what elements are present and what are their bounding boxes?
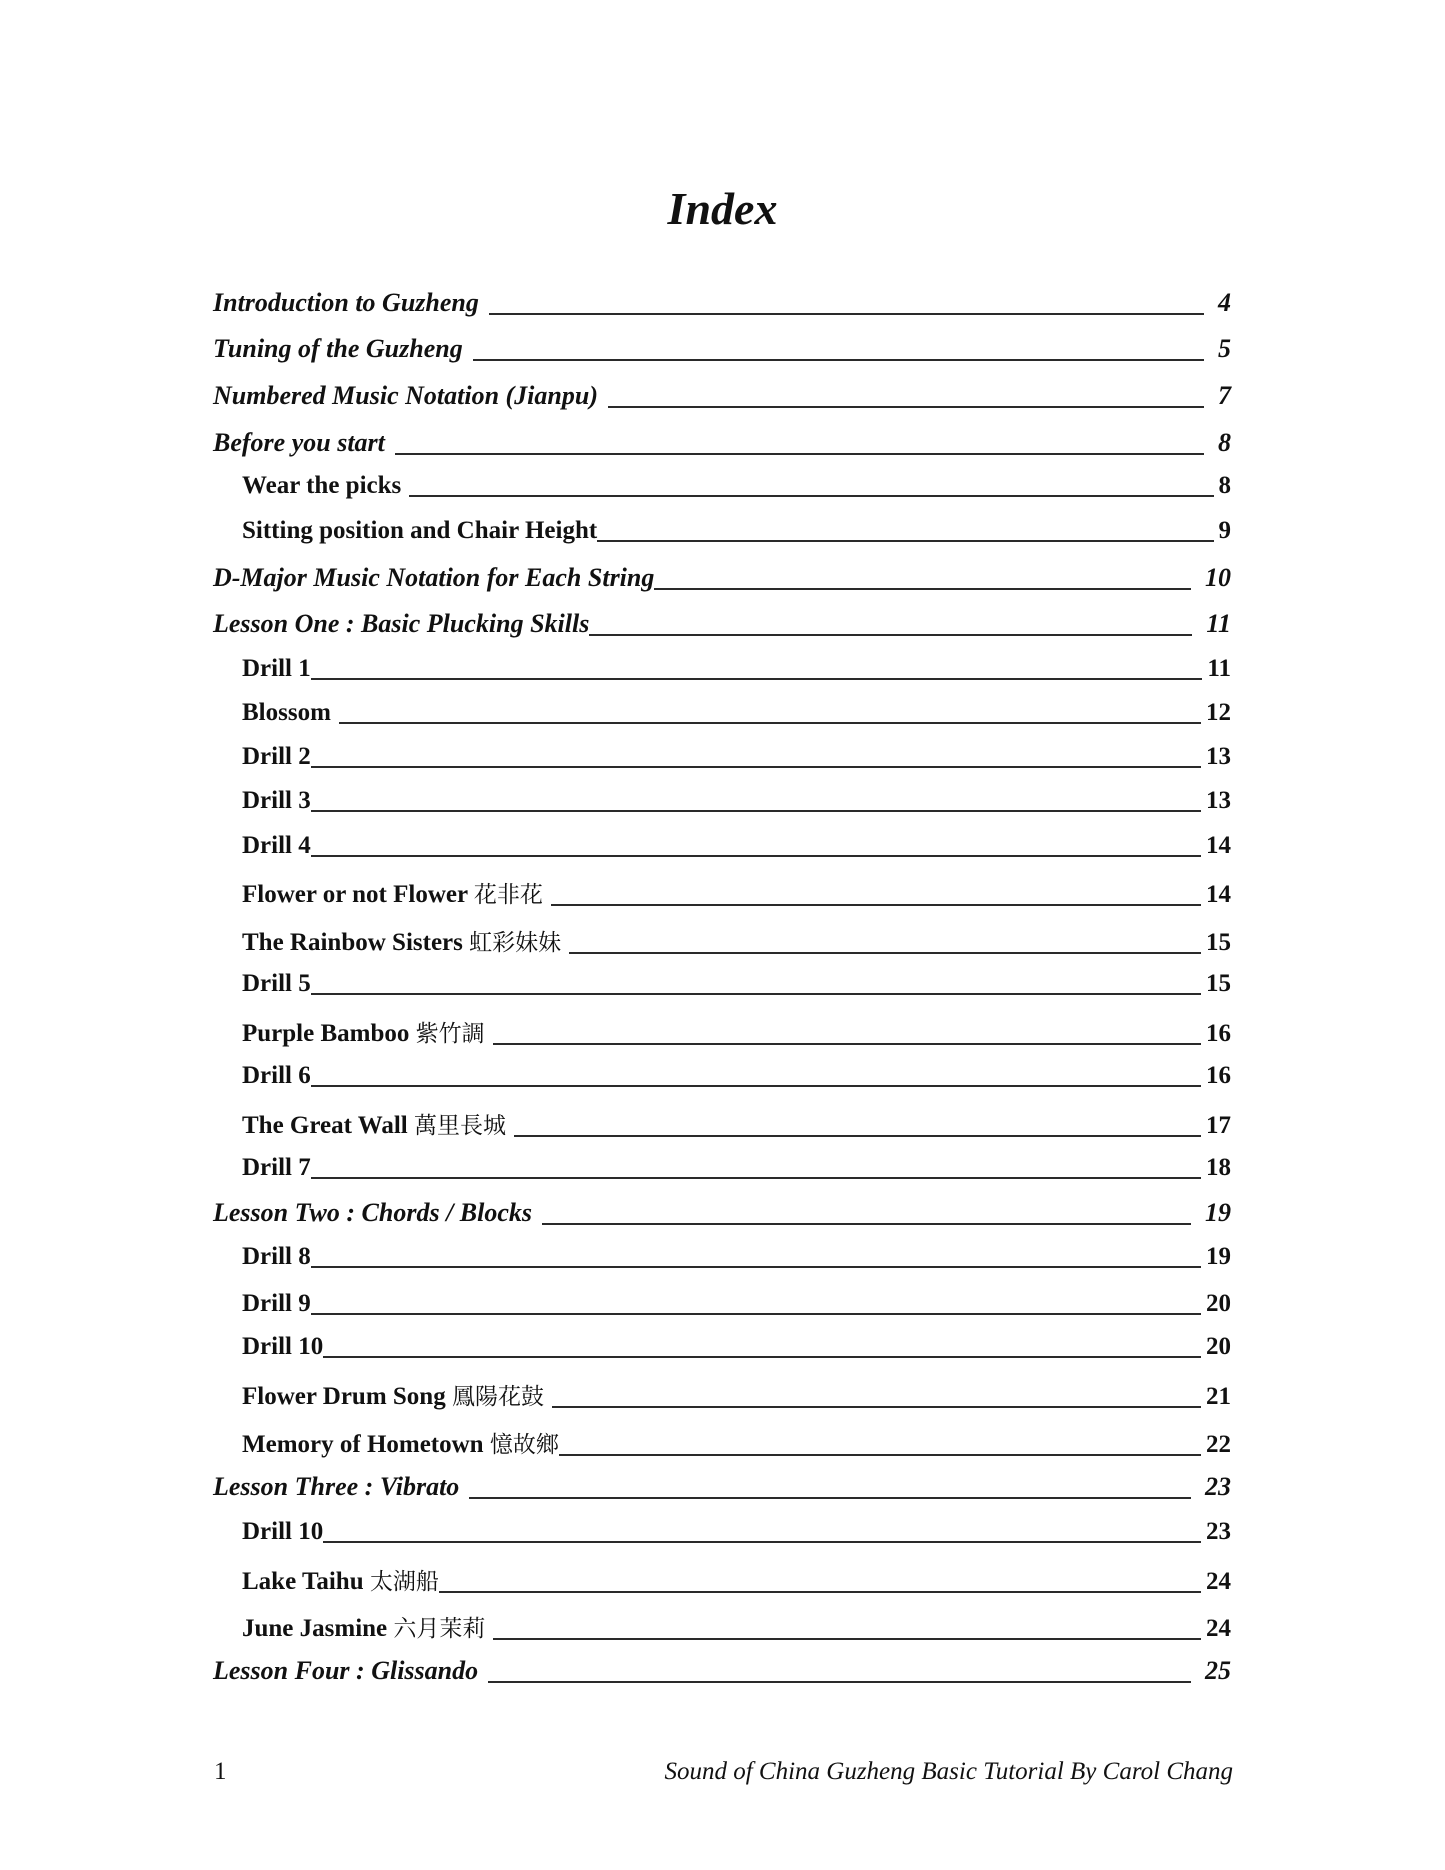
toc-entry-title: Introduction to Guzheng [213, 288, 479, 317]
toc-entry-title: Drill 8 [242, 1243, 311, 1270]
toc-entry-label [242, 876, 543, 909]
toc-subsection-entry[interactable] [242, 1062, 1231, 1090]
toc-entry-title: The Great Wall [242, 1112, 408, 1139]
toc-entry-title: Blossom [242, 699, 331, 726]
toc-section-entry[interactable] [213, 428, 1231, 458]
leader-line [654, 588, 1191, 590]
toc-page-number: 14 [1206, 832, 1231, 859]
leader-line [311, 678, 1203, 680]
toc-subsection-entry[interactable] [242, 1518, 1231, 1546]
toc-page-number: 15 [1206, 929, 1231, 956]
leader-line [597, 540, 1213, 542]
toc-section-entry[interactable] [213, 288, 1231, 318]
leader-line [469, 1497, 1191, 1499]
toc-entry-label [213, 563, 654, 593]
toc-entry-label [242, 1062, 311, 1090]
leader-line [493, 1043, 1201, 1045]
toc-page-number: 11 [1206, 609, 1231, 638]
toc-entry-chinese-title: 六月茉莉 [393, 1616, 486, 1642]
toc-entry-chinese-title: 虹彩妹妹 [469, 930, 562, 956]
toc-entry-label [242, 655, 311, 683]
toc-entry-title: Lesson Four : Glissando [213, 1656, 479, 1685]
toc-page-number: 11 [1207, 655, 1231, 682]
toc-subsection-entry[interactable] [242, 876, 1231, 909]
toc-entry-label [242, 832, 311, 860]
leader-line [311, 1266, 1201, 1268]
toc-entry-label [242, 924, 561, 957]
toc-page-number: 22 [1206, 1431, 1231, 1458]
toc-section-entry[interactable] [213, 334, 1231, 364]
toc-subsection-entry[interactable] [242, 1333, 1231, 1361]
toc-entry-label [242, 787, 311, 815]
toc-entry-title: Drill 10 [242, 1333, 324, 1360]
toc-entry-title: Numbered Music Notation (Jianpu) [213, 381, 598, 410]
leader-line [311, 1313, 1201, 1315]
toc-entry-label [213, 428, 385, 458]
toc-entry-label [242, 1333, 323, 1361]
toc-section-entry[interactable] [213, 609, 1231, 639]
toc-entry-label [242, 743, 311, 771]
toc-page-number: 19 [1206, 1243, 1231, 1270]
toc-entry-label [213, 381, 598, 411]
leader-line [323, 1541, 1201, 1543]
toc-subsection-entry[interactable] [242, 1563, 1231, 1596]
toc-entry-label [242, 517, 597, 545]
leader-line [488, 1681, 1191, 1683]
toc-section-entry[interactable] [213, 1472, 1231, 1502]
leader-line [323, 1356, 1201, 1358]
leader-line [311, 993, 1201, 995]
toc-subsection-entry[interactable] [242, 1426, 1231, 1459]
toc-page-number: 5 [1218, 334, 1231, 363]
toc-page-number: 24 [1206, 1568, 1231, 1595]
toc-subsection-entry[interactable] [242, 743, 1231, 771]
leader-line [395, 453, 1204, 455]
toc-page-number: 24 [1206, 1615, 1231, 1642]
toc-entry-title: Drill 2 [242, 743, 311, 770]
toc-subsection-entry[interactable] [242, 655, 1231, 683]
toc-entry-label [242, 1243, 311, 1271]
toc-subsection-entry[interactable] [242, 1290, 1231, 1318]
leader-line [409, 495, 1213, 497]
toc-page-number: 13 [1206, 743, 1231, 770]
toc-subsection-entry[interactable] [242, 1015, 1231, 1048]
toc-subsection-entry[interactable] [242, 472, 1231, 500]
toc-entry-title: Purple Bamboo [242, 1020, 410, 1047]
toc-entry-title: Drill 1 [242, 655, 311, 682]
toc-subsection-entry[interactable] [242, 832, 1231, 860]
toc-page-number: 18 [1206, 1154, 1231, 1181]
toc-entry-label [242, 1426, 559, 1459]
toc-entry-title: Lesson Two : Chords / Blocks [213, 1198, 533, 1227]
toc-page-number: 7 [1218, 381, 1231, 410]
footer-page-number: 1 [214, 1758, 227, 1785]
toc-entry-label [213, 334, 463, 364]
leader-line [559, 1454, 1201, 1456]
leader-line [311, 810, 1201, 812]
toc-entry-title: Tuning of the Guzheng [213, 334, 463, 363]
toc-page-number: 10 [1205, 563, 1231, 592]
toc-subsection-entry[interactable] [242, 924, 1231, 957]
leader-line [542, 1223, 1191, 1225]
toc-entry-chinese-title: 紫竹調 [415, 1021, 485, 1047]
toc-page-number: 16 [1206, 1020, 1231, 1047]
toc-entry-title: Drill 9 [242, 1290, 311, 1317]
toc-page-number: 17 [1206, 1112, 1231, 1139]
toc-entry-label [213, 1656, 478, 1686]
leader-line [569, 952, 1201, 954]
toc-subsection-entry[interactable] [242, 517, 1231, 545]
toc-entry-title: Drill 10 [242, 1518, 324, 1545]
toc-entry-title: Memory of Hometown [242, 1431, 484, 1458]
leader-line [489, 313, 1204, 315]
leader-line [311, 855, 1201, 857]
toc-entry-title: Drill 3 [242, 787, 311, 814]
toc-subsection-entry[interactable] [242, 1243, 1231, 1271]
toc-entry-title: Drill 5 [242, 970, 311, 997]
toc-section-entry[interactable] [213, 1198, 1231, 1228]
toc-entry-title: Drill 4 [242, 832, 311, 859]
leader-line [493, 1638, 1201, 1640]
toc-entry-chinese-title: 憶故鄉 [489, 1432, 559, 1458]
toc-entry-title: June Jasmine [242, 1615, 388, 1642]
toc-page-number: 20 [1206, 1290, 1231, 1317]
toc-page-number: 12 [1206, 699, 1231, 726]
leader-line [552, 1406, 1201, 1408]
leader-line [339, 722, 1201, 724]
leader-line [311, 1177, 1201, 1179]
toc-entry-title: The Rainbow Sisters [242, 929, 463, 956]
toc-entry-label [242, 1154, 311, 1182]
toc-entry-title: Lake Taihu [242, 1568, 364, 1595]
toc-entry-title: Lesson Three : Vibrato [213, 1472, 460, 1501]
toc-entry-chinese-title: 萬里長城 [414, 1113, 506, 1139]
toc-entry-chinese-title: 花非花 [473, 882, 543, 908]
footer-book-title: Sound of China Guzheng Basic Tutorial By Carol Chang [664, 1758, 1233, 1785]
leader-line [608, 406, 1204, 408]
toc-page-number: 25 [1205, 1656, 1231, 1685]
toc-entry-label [242, 1610, 485, 1643]
toc-entry-label [242, 970, 311, 998]
page-title: Index [667, 183, 778, 234]
toc-entry-label [213, 1472, 459, 1502]
toc-subsection-entry[interactable] [242, 1378, 1231, 1411]
toc-entry-label [213, 609, 589, 639]
toc-subsection-entry[interactable] [242, 1610, 1231, 1643]
toc-entry-title: Lesson One : Basic Plucking Skills [213, 609, 590, 638]
toc-entry-title: Flower or not Flower [242, 881, 468, 908]
toc-entry-chinese-title: 太湖船 [369, 1569, 439, 1595]
toc-entry-title: Flower Drum Song [242, 1383, 446, 1410]
toc-page-number: 4 [1218, 288, 1231, 317]
toc-subsection-entry[interactable] [242, 1154, 1231, 1182]
toc-entry-label [242, 1518, 323, 1546]
toc-page-number: 15 [1206, 970, 1231, 997]
toc-entry-label [242, 472, 401, 500]
toc-entry-title: Sitting position and Chair Height [242, 517, 598, 544]
toc-page-number: 14 [1206, 881, 1231, 908]
toc-entry-label [242, 1107, 506, 1140]
toc-entry-title: D-Major Music Notation for Each String [213, 563, 655, 592]
toc-entry-label [242, 1378, 544, 1411]
toc-page-number: 20 [1206, 1333, 1231, 1360]
toc-subsection-entry[interactable] [242, 699, 1231, 727]
toc-page-number: 23 [1206, 1518, 1231, 1545]
leader-line [473, 359, 1204, 361]
toc-page-number: 21 [1206, 1383, 1231, 1410]
toc-subsection-entry[interactable] [242, 970, 1231, 998]
toc-page-number: 23 [1205, 1472, 1231, 1501]
toc-page-number: 13 [1206, 787, 1231, 814]
leader-line [589, 634, 1192, 636]
toc-page-number: 19 [1205, 1198, 1231, 1227]
toc-entry-label [242, 1563, 439, 1596]
toc-entry-title: Drill 7 [242, 1154, 311, 1181]
toc-entry-label [242, 1290, 311, 1318]
toc-entry-chinese-title: 鳳陽花鼓 [451, 1384, 544, 1410]
toc-entry-label [213, 1198, 532, 1228]
leader-line [439, 1591, 1201, 1593]
toc-entry-label [242, 699, 331, 727]
leader-line [311, 766, 1201, 768]
toc-subsection-entry[interactable] [242, 787, 1231, 815]
toc-page-number: 9 [1218, 517, 1231, 544]
toc-section-entry[interactable] [213, 381, 1231, 411]
toc-entry-title: Before you start [213, 428, 385, 457]
toc-subsection-entry[interactable] [242, 1107, 1231, 1140]
toc-entry-label [242, 1015, 485, 1048]
leader-line [551, 904, 1201, 906]
toc-entry-title: Drill 6 [242, 1062, 311, 1089]
leader-line [514, 1135, 1201, 1137]
toc-page-number: 8 [1218, 428, 1231, 457]
toc-section-entry[interactable] [213, 1656, 1231, 1686]
toc-entry-label [213, 288, 479, 318]
toc-entry-title: Wear the picks [242, 472, 402, 499]
toc-page-number: 8 [1218, 472, 1231, 499]
toc-page-number: 16 [1206, 1062, 1231, 1089]
leader-line [311, 1085, 1201, 1087]
toc-section-entry[interactable] [213, 563, 1231, 593]
